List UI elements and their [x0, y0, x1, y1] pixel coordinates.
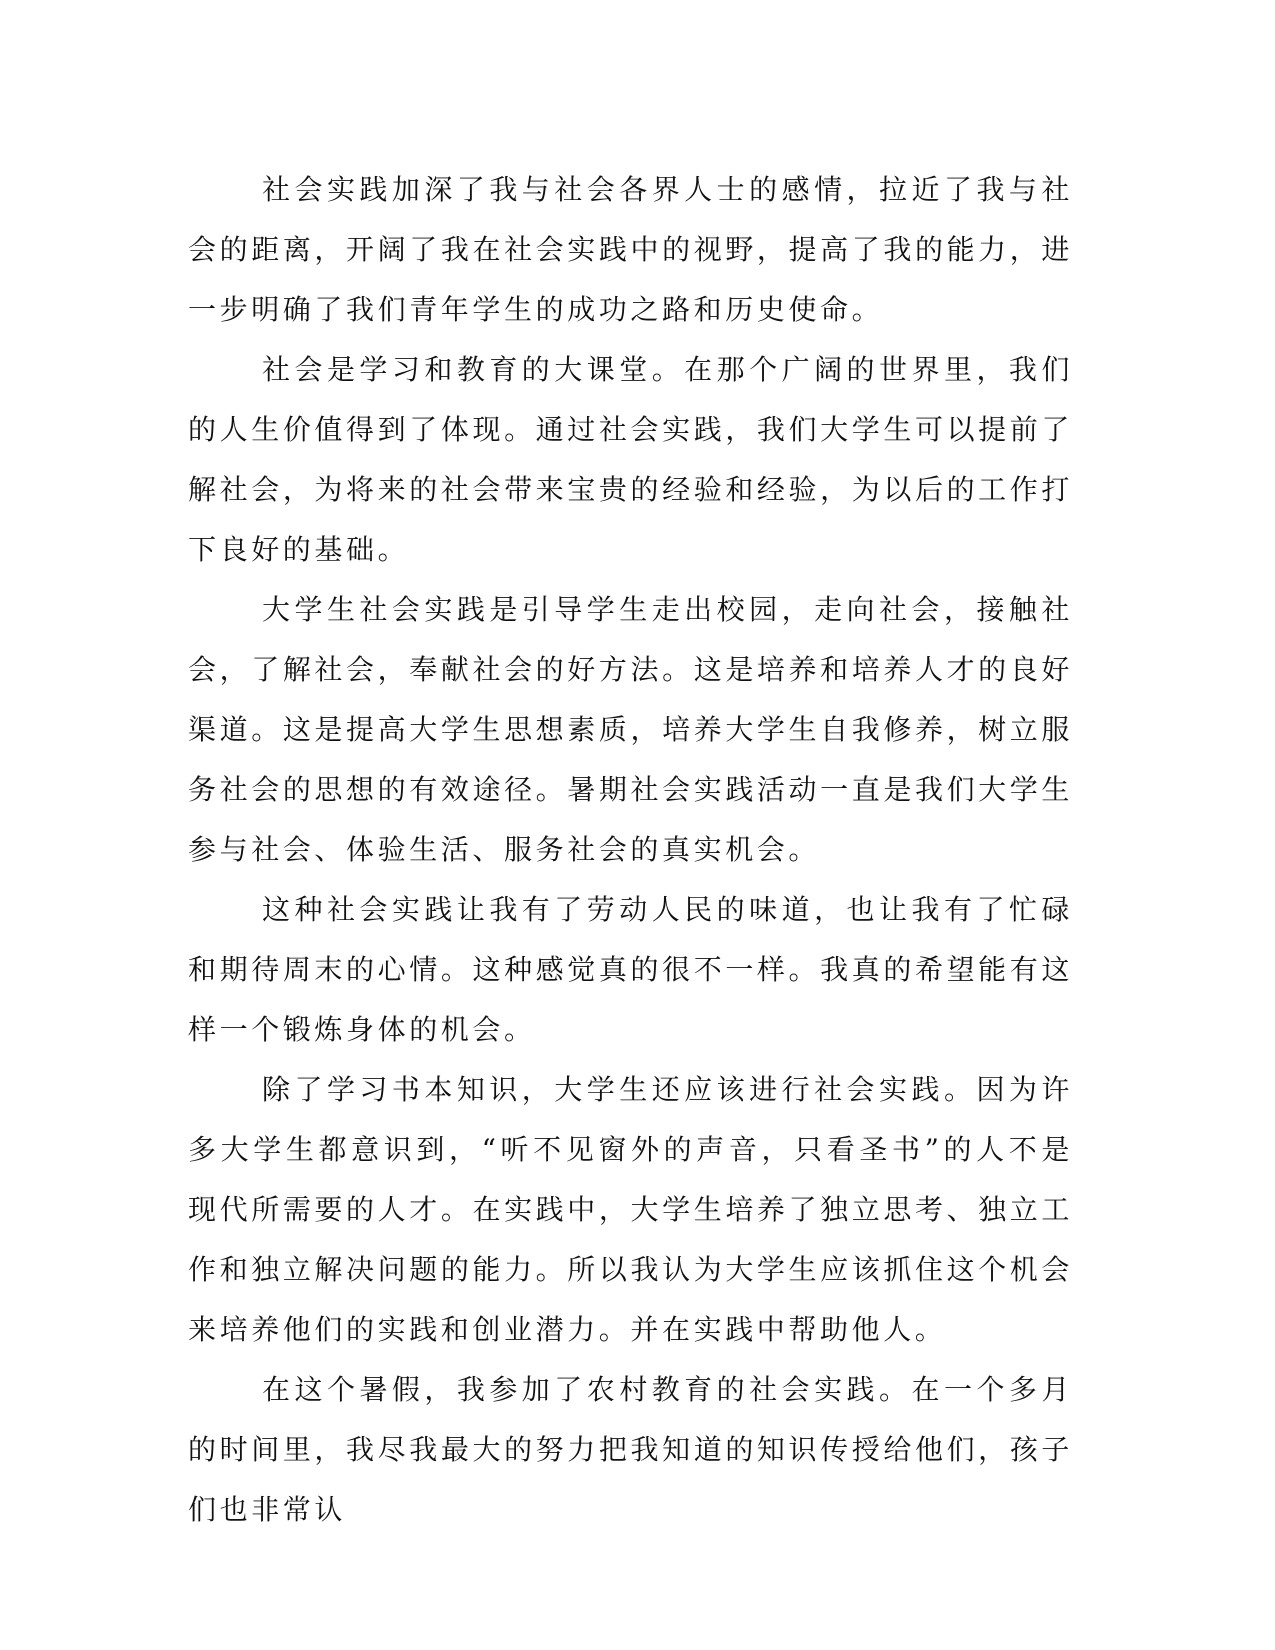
document-body: [188, 160, 1073, 1540]
paragraph-3: 大学生社会实践是引导学生走出校园，走向社会，接触社会，了解社会，奉献社会的好方法。这是培养和培养人才的良好渠道。这是提高大学生思想素质，培养大学生自我修养，树立服务社会的思想的有效途径。暑期社会实践活动一直是我们大学生参与社会、体验生活、服务社会的真实机会。: [188, 593, 1073, 866]
paragraph-5: 除了学习书本知识，大学生还应该进行社会实践。因为许多大学生都意识到，“听不见窗外的声音，只看圣书”的人不是现代所需要的人才。在实践中，大学生培养了独立思考、独立工作和独立解决问题的能力。所以我认为大学生应该抓住这个机会来培养他们的实践和创业潜力。并在实践中帮助他人。: [188, 1073, 1073, 1346]
paragraph-2: 社会是学习和教育的大课堂。在那个广阔的世界里，我们的人生价值得到了体现。通过社会实践，我们大学生可以提前了解社会，为将来的社会带来宝贵的经验和经验，为以后的工作打下良好的基础。: [188, 353, 1073, 566]
paragraph-4: 这种社会实践让我有了劳动人民的味道，也让我有了忙碌和期待周末的心情。这种感觉真的很不一样。我真的希望能有这样一个锻炼身体的机会。: [188, 893, 1073, 1046]
paragraph-6: 在这个暑假，我参加了农村教育的社会实践。在一个多月的时间里，我尽我最大的努力把我知道的知识传授给他们，孩子们也非常认: [188, 1373, 1073, 1526]
paragraph-1: 社会实践加深了我与社会各界人士的感情，拉近了我与社会的距离，开阔了我在社会实践中的视野，提高了我的能力，进一步明确了我们青年学生的成功之路和历史使命。: [188, 173, 1073, 326]
